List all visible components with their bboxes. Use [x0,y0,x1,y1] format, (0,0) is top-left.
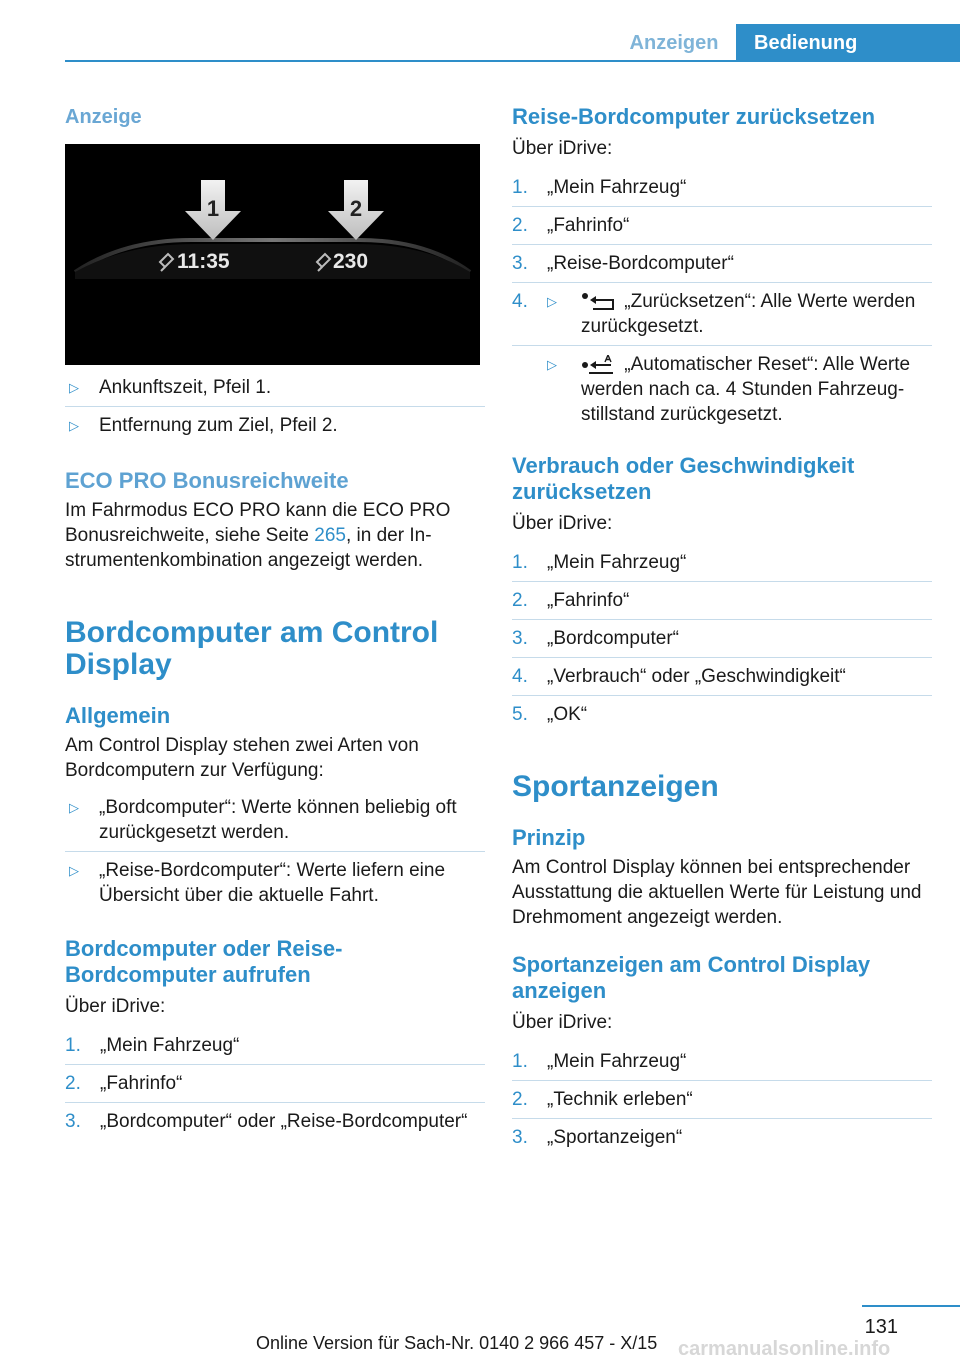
page-number: 131 [864,1316,898,1338]
sport-display-heading: Sportanzeigen am Control Display anzeigen [512,952,871,1003]
list-item: 4. „Verbrauch“ oder „Geschwindigkeit“ [512,658,932,696]
left-column [65,104,485,1140]
distance-value: 230 [333,250,369,273]
arrival-time-value: 11:35 [177,250,230,273]
list-item: ▷ „Bordcomputer“: Werte können beliebig oft zurückgesetzt werden. [65,789,485,852]
reset-icon [581,292,615,312]
sport-display-intro: Über iDrive: [512,1012,613,1033]
reset-intro: Über iDrive: [512,138,613,159]
allgemein-text: Am Control Display stehen zwei Arten von Bordcomputern zur Verfügung: [65,735,419,781]
list-item: 3. „Reise-Bordcomputer“ [512,245,932,283]
reset-steps [512,169,932,433]
watermark: carmanualsonline.info [678,1338,891,1360]
aufrufen-steps [65,1027,485,1140]
bordcomputer-types-list [65,789,485,914]
prinzip-text: Am Control Display können bei entsprechender Ausstattung die aktuellen Werte für Leistung und Drehmoment angezeigt werden. [512,857,922,928]
list-item: ▷ „Automatischer Reset“: Alle Werte werden nach ca. 4 Stunden Fahrzeugstillstand zurückgesetzt. [512,345,932,427]
list-item: 2. „Technik erleben“ [512,1081,932,1119]
triangle-bullet-icon: ▷ [69,863,79,878]
triangle-bullet-icon: ▷ [69,380,79,395]
arrow-2-label: 2 [349,196,363,221]
page-reference-link[interactable]: 265 [314,525,346,546]
allgemein-heading: Allgemein [65,703,171,728]
reset-options [512,345,932,427]
display-label: Anzeige [65,106,142,128]
reset-heading: Reise-Bordcomputer zurücksetzen [512,104,876,129]
verbrauch-intro: Über iDrive: [512,513,613,534]
auto-reset-icon [581,355,615,375]
list-item: 3. „Sportanzeigen“ [512,1127,683,1148]
header-rule [65,60,960,62]
list-item: 4. ▷ „Zurücksetzen“: Alle Werte werden zurückgesetzt. ▷ „Automatischer Reset“: Alle Werte werden nach ca. 4 Stunden Fahrzeugstillstand zurückgesetzt. [512,283,932,433]
header-chapter-tab[interactable]: Bedienung [736,24,960,62]
instrument-display-graphic [65,144,480,365]
list-item: 1. „Mein Fahrzeug“ [512,1043,932,1081]
sportanzeigen-heading: Sportanzeigen [512,770,719,803]
arrow-1-label: 1 [206,196,220,221]
right-column [512,104,932,1156]
eco-pro-heading: ECO PRO Bonusreichweite [65,468,349,493]
aufrufen-intro: Über iDrive: [65,996,166,1017]
list-item: 2. „Fahrinfo“ [65,1065,485,1103]
verbrauch-steps [512,544,932,733]
eco-pro-text: Im Fahrmodus ECO PRO kann die ECO PRO Bonusreichweite, siehe Seite 265, in der Instrumentenkombination angezeigt werden. [65,500,451,571]
list-item: 1. „Mein Fahrzeug“ [512,544,932,582]
online-version-text: Online Version für Sach-Nr. 0140 2 966 457 - X/15 [256,1333,658,1353]
prinzip-heading: Prinzip [512,825,586,850]
bordcomputer-heading: Bordcomputer am Control Display [65,616,439,681]
triangle-bullet-icon: ▷ [69,800,79,815]
list-item: ▷ „Reise-Bordcomputer“: Werte liefern eine Übersicht über die aktuelle Fahrt. [65,852,485,914]
triangle-bullet-icon: ▷ [69,418,79,433]
verbrauch-heading: Verbrauch oder Geschwindigkeit zurücksetzen [512,453,855,504]
list-item: ▷ Entfernung zum Ziel, Pfeil 2. [65,407,485,444]
list-item: 2. „Fahrinfo“ [512,582,932,620]
list-item: 1. „Mein Fahrzeug“ [65,1027,485,1065]
display-image [65,144,480,365]
sport-display-steps [512,1043,932,1156]
triangle-bullet-icon: ▷ [547,357,557,372]
aufrufen-heading: Bordcomputer oder Reise-Bordcomputer aufrufen [65,936,343,987]
list-item: 1. „Mein Fahrzeug“ [512,169,932,207]
list-item: ▷ Ankunftszeit, Pfeil 1. [65,369,485,407]
list-item: 5. „OK“ [512,704,588,725]
list-item: 3. „Bordcomputer“ [512,620,932,658]
footer-rule [862,1305,960,1307]
triangle-bullet-icon: ▷ [547,294,557,309]
list-item: 3. „Bordcomputer“ oder „Reise-Bordcomputer“ [65,1111,468,1132]
display-arrow-list [65,369,485,444]
header-section-tab[interactable]: Anzeigen [629,31,719,54]
list-item: 2. „Fahrinfo“ [512,207,932,245]
